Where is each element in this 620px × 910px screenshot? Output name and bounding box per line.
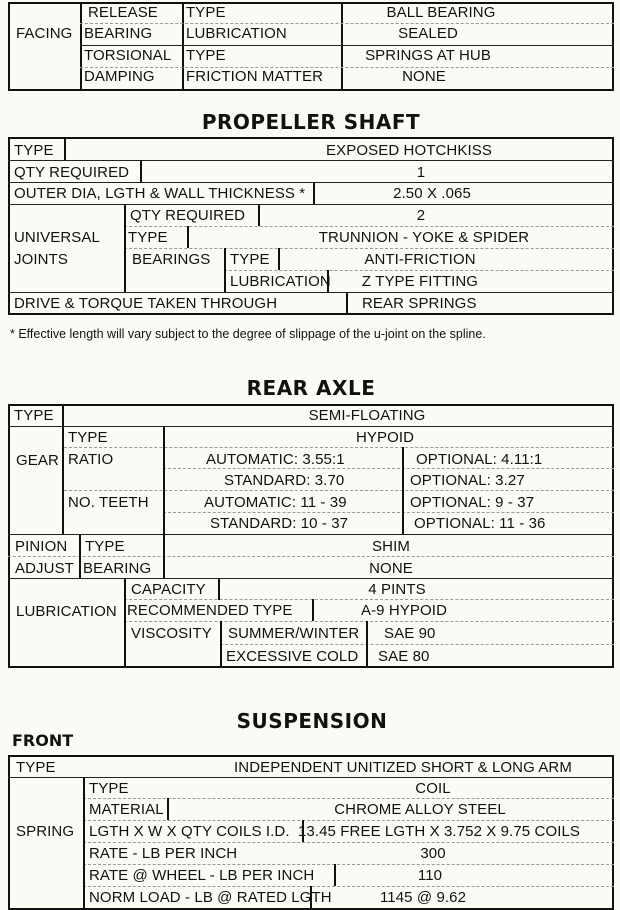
ratio-label: RATIO <box>68 451 114 468</box>
pinion-bearing-value: NONE <box>369 560 413 577</box>
bearing-lub-label: LUBRICATION <box>230 273 331 290</box>
axle-type-label: TYPE <box>14 407 54 424</box>
front-subtitle: FRONT <box>12 731 74 750</box>
prop-qty-value: 1 <box>416 164 426 181</box>
recommended-type-label: RECOMMENDED TYPE <box>127 602 293 619</box>
type-label: TYPE <box>186 4 226 21</box>
drive-torque-value: REAR SPRINGS <box>362 295 477 312</box>
bearing-type-label: TYPE <box>230 251 270 268</box>
teeth-label: NO. TEETH <box>68 494 149 511</box>
springs-at-hub-value: SPRINGS AT HUB <box>365 47 491 64</box>
outer-dia-value: 2.50 X .065 <box>393 185 471 202</box>
material-label: MATERIAL <box>89 801 164 818</box>
ratio-optional-1: OPTIONAL: 4.11:1 <box>416 451 543 468</box>
gear-label: GEAR <box>16 452 59 469</box>
viscosity-label: VISCOSITY <box>131 625 212 642</box>
lgth-value: 13.45 FREE LGTH X 3.752 X 9.75 COILS <box>297 823 581 840</box>
uj-type-value: TRUNNION - YOKE & SPIDER <box>318 229 530 246</box>
universal-label: UNIVERSAL <box>14 229 100 246</box>
friction-matter-label: FRICTION MATTER <box>186 68 324 85</box>
pinion-type-label: TYPE <box>85 538 125 555</box>
spring-label: SPRING <box>16 823 75 840</box>
pinion-label: PINION <box>15 538 68 555</box>
rate-wheel-label: RATE @ WHEEL - LB PER INCH <box>89 867 315 884</box>
ratio-standard: STANDARD: 3.70 <box>224 472 345 489</box>
footnote: * Effective length will vary subject to the degree of slippage of the u-joint on the spline. <box>10 327 486 341</box>
ratio-optional-2: OPTIONAL: 3.27 <box>410 472 525 489</box>
bearing-label: BEARING <box>84 25 153 42</box>
sealed-value: SEALED <box>398 25 458 42</box>
drive-torque-label: DRIVE & TORQUE TAKEN THROUGH <box>14 295 278 312</box>
rate-wheel-value: 110 <box>417 867 443 884</box>
gear-type-value: HYPOID <box>355 429 415 446</box>
gear-type-label: TYPE <box>68 429 108 446</box>
material-value: CHROME ALLOY STEEL <box>334 801 506 818</box>
summer-winter-value: SAE 90 <box>384 625 436 642</box>
susp-type-label: TYPE <box>16 759 56 776</box>
teeth-optional-2: OPTIONAL: 11 - 36 <box>414 515 546 532</box>
susp-type-value: INDEPENDENT UNITIZED SHORT & LONG ARM <box>234 759 572 776</box>
torsional-label: TORSIONAL <box>84 47 172 64</box>
teeth-standard: STANDARD: 10 - 37 <box>210 515 349 532</box>
bearings-label: BEARINGS <box>132 251 211 268</box>
teeth-automatic: AUTOMATIC: 11 - 39 <box>204 494 347 511</box>
axle-type-value: SEMI-FLOATING <box>308 407 426 424</box>
rate-label: RATE - LB PER INCH <box>89 845 238 862</box>
bearing-lub-value: Z TYPE FITTING <box>361 273 479 290</box>
excessive-cold-value: SAE 80 <box>378 648 430 665</box>
norm-load-value: 1145 @ 9.62 <box>379 889 467 906</box>
uj-qty-value: 2 <box>416 207 426 224</box>
rate-value: 300 <box>420 845 446 862</box>
summer-winter-label: SUMMER/WINTER <box>228 625 360 642</box>
lubrication-label: LUBRICATION <box>186 25 287 42</box>
lubrication-label: LUBRICATION <box>16 603 117 620</box>
spring-type-value: COIL <box>415 780 451 797</box>
facing-label: FACING <box>16 25 73 42</box>
release-label: RELEASE <box>88 4 158 21</box>
ball-bearing-value: BALL BEARING <box>386 4 496 21</box>
outer-dia-label: OUTER DIA, LGTH & WALL THICKNESS * <box>14 185 306 202</box>
norm-load-label: NORM LOAD - LB @ RATED LGTH <box>89 889 332 906</box>
none-value: NONE <box>402 68 446 85</box>
bearing-type-value: ANTI-FRICTION <box>364 251 476 268</box>
adjust-label: ADJUST <box>15 560 74 577</box>
pinion-bearing-label: BEARING <box>83 560 152 577</box>
pinion-type-value: SHIM <box>372 538 410 555</box>
recommended-type-value: A-9 HYPOID <box>360 602 448 619</box>
damping-label: DAMPING <box>84 68 155 85</box>
type-label: TYPE <box>186 47 226 64</box>
joints-label: JOINTS <box>14 251 68 268</box>
rear-axle-title: REAR AXLE <box>246 376 376 400</box>
suspension-title: SUSPENSION <box>236 709 388 733</box>
prop-qty-label: QTY REQUIRED <box>14 164 130 181</box>
uj-qty-label: QTY REQUIRED <box>130 207 246 224</box>
excessive-cold-label: EXCESSIVE COLD <box>226 648 359 665</box>
teeth-optional-1: OPTIONAL: 9 - 37 <box>410 494 535 511</box>
prop-type-label: TYPE <box>14 142 54 159</box>
capacity-value: 4 PINTS <box>368 581 426 598</box>
spring-type-label: TYPE <box>89 780 129 797</box>
lgth-label: LGTH X W X QTY COILS I.D. <box>89 823 290 840</box>
capacity-label: CAPACITY <box>131 581 206 598</box>
ratio-automatic: AUTOMATIC: 3.55:1 <box>206 451 345 468</box>
uj-type-label: TYPE <box>128 229 168 246</box>
prop-type-value: EXPOSED HOTCHKISS <box>326 142 492 159</box>
propeller-shaft-title: PROPELLER SHAFT <box>201 110 421 134</box>
